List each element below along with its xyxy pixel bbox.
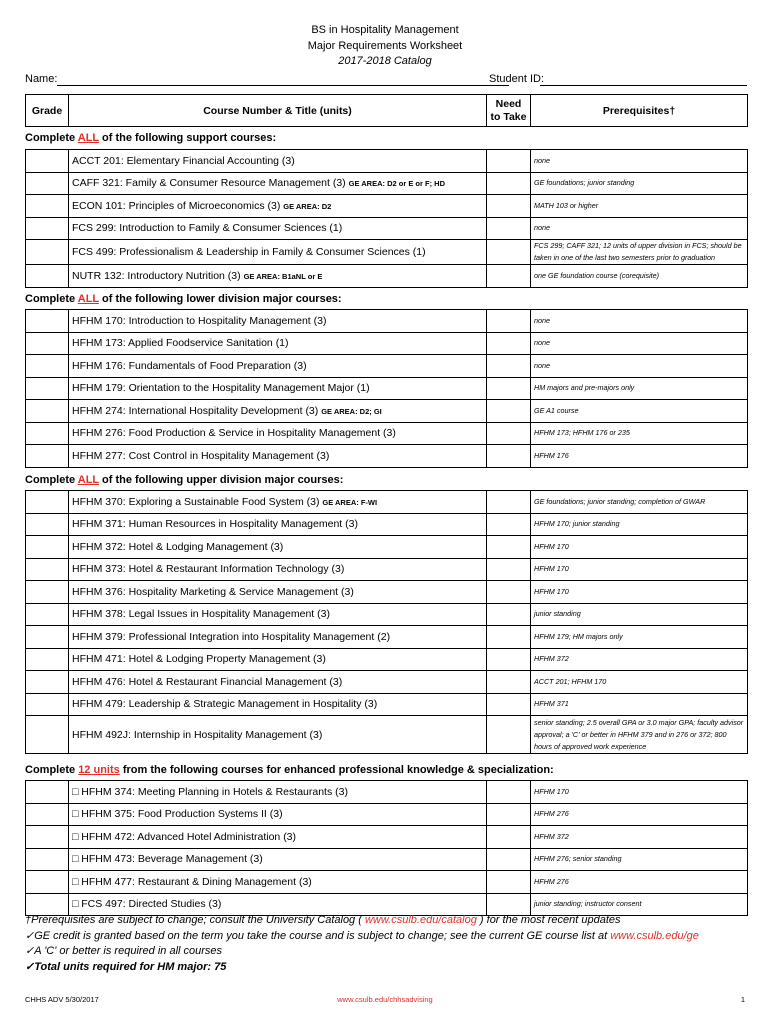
table-row <box>26 781 748 804</box>
grade-cell[interactable] <box>26 716 69 754</box>
need-to-take-cell[interactable] <box>487 848 531 871</box>
page-title: BS in Hospitality Management <box>311 24 459 36</box>
need-to-take-cell[interactable] <box>487 422 531 445</box>
need-to-take-cell[interactable] <box>487 355 531 378</box>
prereq-cell: HFHM 173; HFHM 176 or 235 <box>531 422 748 445</box>
prereq-cell: HFHM 170 <box>531 781 748 804</box>
table-row <box>26 513 748 536</box>
course-cell: HFHM 276: Food Production & Service in Hospitality Management (3) <box>69 422 487 445</box>
need-to-take-cell[interactable] <box>487 513 531 536</box>
need-to-take-cell[interactable] <box>487 803 531 826</box>
prereq-cell: HFHM 170 <box>531 581 748 604</box>
grade-cell[interactable] <box>26 626 69 649</box>
table-row <box>26 581 748 604</box>
need-to-take-cell[interactable] <box>487 217 531 240</box>
note-total-units: ✓Total units required for HM major: 75 <box>25 960 227 973</box>
course-cell: HFHM 378: Legal Issues in Hospitality Management (3) <box>69 603 487 626</box>
course-cell: □ HFHM 473: Beverage Management (3) <box>69 848 487 871</box>
table-row <box>26 558 748 581</box>
ge-area-tag: GE AREA: B1aNL or E <box>243 271 323 281</box>
grade-cell[interactable] <box>26 826 69 849</box>
prereq-cell: HFHM 170; junior standing <box>531 513 748 536</box>
prereq-cell: HFHM 371 <box>531 693 748 716</box>
course-cell: □ HFHM 375: Food Production Systems II (3) <box>69 803 487 826</box>
ge-area-tag: GE AREA: D2 <box>283 201 332 211</box>
need-to-take-cell[interactable] <box>487 648 531 671</box>
footer-left: CHHS ADV 5/30/2017 <box>25 995 99 1004</box>
course-cell: □ HFHM 374: Meeting Planning in Hotels & Restaurants (3) <box>69 781 487 804</box>
table-row <box>26 648 748 671</box>
prereq-cell: HFHM 179; HM majors only <box>531 626 748 649</box>
need-to-take-cell[interactable] <box>487 581 531 604</box>
table-row <box>26 871 748 894</box>
grade-cell[interactable] <box>26 400 69 423</box>
prereq-cell: ACCT 201; HFHM 170 <box>531 671 748 694</box>
grade-cell[interactable] <box>26 150 69 173</box>
grade-cell[interactable] <box>26 648 69 671</box>
grade-cell[interactable] <box>26 671 69 694</box>
catalog-year: 2017-2018 Catalog <box>338 55 432 67</box>
prereq-cell: one GE foundation course (corequisite) <box>531 265 748 288</box>
course-cell: HFHM 372: Hotel & Lodging Management (3) <box>69 536 487 559</box>
need-to-take-cell[interactable] <box>487 265 531 288</box>
grade-cell[interactable] <box>26 240 69 265</box>
table-row <box>26 826 748 849</box>
course-cell: HFHM 370: Exploring a Sustainable Food System (3) GE AREA: F-WI <box>69 491 487 514</box>
need-to-take-cell[interactable] <box>487 172 531 195</box>
course-cell: HFHM 277: Cost Control in Hospitality Management (3) <box>69 445 487 468</box>
course-cell: HFHM 379: Professional Integration into Hospitality Management (2) <box>69 626 487 649</box>
name-field[interactable] <box>57 85 509 86</box>
need-to-take-cell[interactable] <box>487 558 531 581</box>
page-subtitle: Major Requirements Worksheet <box>307 40 463 52</box>
grade-cell[interactable] <box>26 603 69 626</box>
table-row <box>26 491 748 514</box>
course-table <box>25 780 748 916</box>
table-row <box>26 536 748 559</box>
table-row <box>26 355 748 378</box>
table-row <box>26 671 748 694</box>
table-row <box>26 400 748 423</box>
need-to-take-cell[interactable] <box>487 693 531 716</box>
table-row <box>26 848 748 871</box>
need-to-take-cell[interactable] <box>487 716 531 754</box>
table-row <box>26 172 748 195</box>
course-cell: HFHM 176: Fundamentals of Food Preparation (3) <box>69 355 487 378</box>
need-to-take-cell[interactable] <box>487 603 531 626</box>
table-row <box>26 445 748 468</box>
prereq-cell: GE foundations; junior standing <box>531 172 748 195</box>
ge-area-tag: GE AREA: D2; GI <box>321 406 382 416</box>
ge-area-tag: GE AREA: D2 or E or F; HD <box>348 179 446 189</box>
table-row <box>26 217 748 240</box>
course-cell: HFHM 170: Introduction to Hospitality Management (3) <box>69 310 487 333</box>
course-table <box>25 309 748 468</box>
grade-cell[interactable] <box>26 310 69 333</box>
note-ge-credit: ✓GE credit is granted based on the term you take the course and is subject to change; see the current GE course list at www.csulb.edu/ge <box>25 929 699 942</box>
course-cell: ECON 101: Principles of Microeconomics (3) GE AREA: D2 <box>69 195 487 218</box>
grade-cell[interactable] <box>26 558 69 581</box>
prereq-cell: HFHM 276; senior standing <box>531 848 748 871</box>
prereq-cell: HFHM 276 <box>531 803 748 826</box>
note-grade-requirement: ✓A 'C' or better is required in all courses <box>25 945 223 957</box>
prereq-cell: junior standing <box>531 603 748 626</box>
grade-cell[interactable] <box>26 513 69 536</box>
prereq-cell: HFHM 170 <box>531 536 748 559</box>
course-table <box>25 490 748 754</box>
name-label: Name: <box>25 73 58 85</box>
page-number: 1 <box>740 995 745 1004</box>
prereq-cell: none <box>531 355 748 378</box>
catalog-link[interactable]: www.csulb.edu/catalog <box>364 914 477 926</box>
course-cell: HFHM 492J: Internship in Hospitality Management (3) <box>69 716 487 754</box>
name-row <box>25 73 747 89</box>
grade-cell[interactable] <box>26 445 69 468</box>
course-cell: □ HFHM 477: Restaurant & Dining Management (3) <box>69 871 487 894</box>
course-cell: HFHM 479: Leadership & Strategic Management in Hospitality (3) <box>69 693 487 716</box>
course-cell: HFHM 173: Applied Foodservice Sanitation (1) <box>69 332 487 355</box>
grade-cell[interactable] <box>26 332 69 355</box>
table-row <box>26 195 748 218</box>
table-row <box>26 626 748 649</box>
course-header: Course Number & Title (units) <box>69 95 487 127</box>
notes <box>25 913 699 975</box>
course-cell: FCS 499: Professionalism & Leadership in Family & Consumer Sciences (1) <box>69 240 487 265</box>
prereq-cell: none <box>531 150 748 173</box>
table-row <box>26 716 748 754</box>
table-row <box>26 693 748 716</box>
course-cell: HFHM 371: Human Resources in Hospitality Management (3) <box>69 513 487 536</box>
table-row <box>26 803 748 826</box>
prereq-cell: HFHM 372 <box>531 648 748 671</box>
course-cell: HFHM 274: International Hospitality Development (3) GE AREA: D2; GI <box>69 400 487 423</box>
prereq-cell: GE foundations; junior standing; completion of GWAR <box>531 491 748 514</box>
grade-cell[interactable] <box>26 217 69 240</box>
table-row <box>26 422 748 445</box>
grade-cell[interactable] <box>26 491 69 514</box>
course-cell: CAFF 321: Family & Consumer Resource Management (3) GE AREA: D2 or E or F; HD <box>69 172 487 195</box>
grade-cell[interactable] <box>26 422 69 445</box>
grade-cell[interactable] <box>26 195 69 218</box>
prereq-cell: junior standing; instructor consent <box>531 893 748 916</box>
prereq-cell: HFHM 276 <box>531 871 748 894</box>
table-row <box>26 240 748 265</box>
need-to-take-cell[interactable] <box>487 400 531 423</box>
prereq-cell: none <box>531 332 748 355</box>
table-row <box>26 310 748 333</box>
need-to-take-cell[interactable] <box>487 826 531 849</box>
course-cell: HFHM 476: Hotel & Restaurant Financial Management (3) <box>69 671 487 694</box>
need-to-take-cell[interactable] <box>487 536 531 559</box>
grade-cell[interactable] <box>26 581 69 604</box>
footer-advising-link[interactable]: www.csulb.edu/chhsadvising <box>337 995 433 1004</box>
prereq-cell: senior standing; 2.5 overall GPA or 3.0 major GPA; faculty advisor approval; a 'C' or better in HFHM 379 and in 276 or 372; 800 hours of approved work experience <box>531 716 748 754</box>
note-prerequisites: †Prerequisites are subject to change; consult the University Catalog ( www.csulb.edu/catalog ) for the most recent updates <box>25 914 621 926</box>
course-cell: □ FCS 497: Directed Studies (3) <box>69 893 487 916</box>
grade-header: Grade <box>26 95 69 127</box>
grade-cell[interactable] <box>26 781 69 804</box>
student-id-field[interactable] <box>540 85 747 86</box>
need-to-take-cell[interactable] <box>487 871 531 894</box>
need-to-take-cell[interactable] <box>487 781 531 804</box>
ge-area-tag: GE AREA: F-WI <box>322 497 378 507</box>
section-title: Complete 12 units from the following courses for enhanced professional knowledge & specialization: <box>25 764 554 776</box>
course-cell: HFHM 376: Hospitality Marketing & Service Management (3) <box>69 581 487 604</box>
need-to-take-cell[interactable] <box>487 445 531 468</box>
course-cell: □ HFHM 472: Advanced Hotel Administration (3) <box>69 826 487 849</box>
prereq-cell: FCS 299; CAFF 321; 12 units of upper division in FCS; should be taken in one of the last two semesters prior to graduation <box>531 240 748 265</box>
table-row <box>26 150 748 173</box>
student-id-label: Student ID: <box>489 73 545 85</box>
need-to-take-cell[interactable] <box>487 626 531 649</box>
section-title: Complete ALL of the following lower division major courses: <box>25 293 342 305</box>
table-row <box>26 332 748 355</box>
table-row <box>26 377 748 400</box>
need-to-take-cell[interactable] <box>487 671 531 694</box>
grade-cell[interactable] <box>26 355 69 378</box>
need-to-take-cell[interactable] <box>487 491 531 514</box>
prereq-cell: HFHM 170 <box>531 558 748 581</box>
prereq-cell: MATH 103 or higher <box>531 195 748 218</box>
grade-cell[interactable] <box>26 871 69 894</box>
table-row <box>26 265 748 288</box>
section-title: Complete ALL of the following support courses: <box>25 132 277 144</box>
grade-cell[interactable] <box>26 265 69 288</box>
course-cell: HFHM 373: Hotel & Restaurant Information Technology (3) <box>69 558 487 581</box>
course-cell: FCS 299: Introduction to Family & Consumer Sciences (1) <box>69 217 487 240</box>
ge-link[interactable]: www.csulb.edu/ge <box>610 929 699 942</box>
course-cell: HFHM 471: Hotel & Lodging Property Management (3) <box>69 648 487 671</box>
need-to-take-cell[interactable] <box>487 310 531 333</box>
course-cell: HFHM 179: Orientation to the Hospitality Management Major (1) <box>69 377 487 400</box>
prereq-cell: none <box>531 217 748 240</box>
section-title: Complete ALL of the following upper division major courses: <box>25 474 344 486</box>
prereq-cell: HFHM 176 <box>531 445 748 468</box>
grade-cell[interactable] <box>26 803 69 826</box>
column-header-table <box>25 94 748 127</box>
need-to-take-header: Need to Take <box>487 95 531 127</box>
prereq-cell: none <box>531 310 748 333</box>
grade-cell[interactable] <box>26 848 69 871</box>
course-cell: NUTR 132: Introductory Nutrition (3) GE AREA: B1aNL or E <box>69 265 487 288</box>
need-to-take-cell[interactable] <box>487 150 531 173</box>
need-to-take-cell[interactable] <box>487 195 531 218</box>
need-to-take-cell[interactable] <box>487 240 531 265</box>
prereq-cell: GE A1 course <box>531 400 748 423</box>
grade-cell[interactable] <box>26 377 69 400</box>
grade-cell[interactable] <box>26 536 69 559</box>
prereq-cell: HFHM 372 <box>531 826 748 849</box>
prereq-cell: HM majors and pre-majors only <box>531 377 748 400</box>
course-cell: ACCT 201: Elementary Financial Accounting (3) <box>69 150 487 173</box>
grade-cell[interactable] <box>26 693 69 716</box>
need-to-take-cell[interactable] <box>487 332 531 355</box>
prereq-header: Prerequisites† <box>531 95 748 127</box>
need-to-take-cell[interactable] <box>487 377 531 400</box>
table-row <box>26 603 748 626</box>
grade-cell[interactable] <box>26 172 69 195</box>
course-table <box>25 149 748 288</box>
